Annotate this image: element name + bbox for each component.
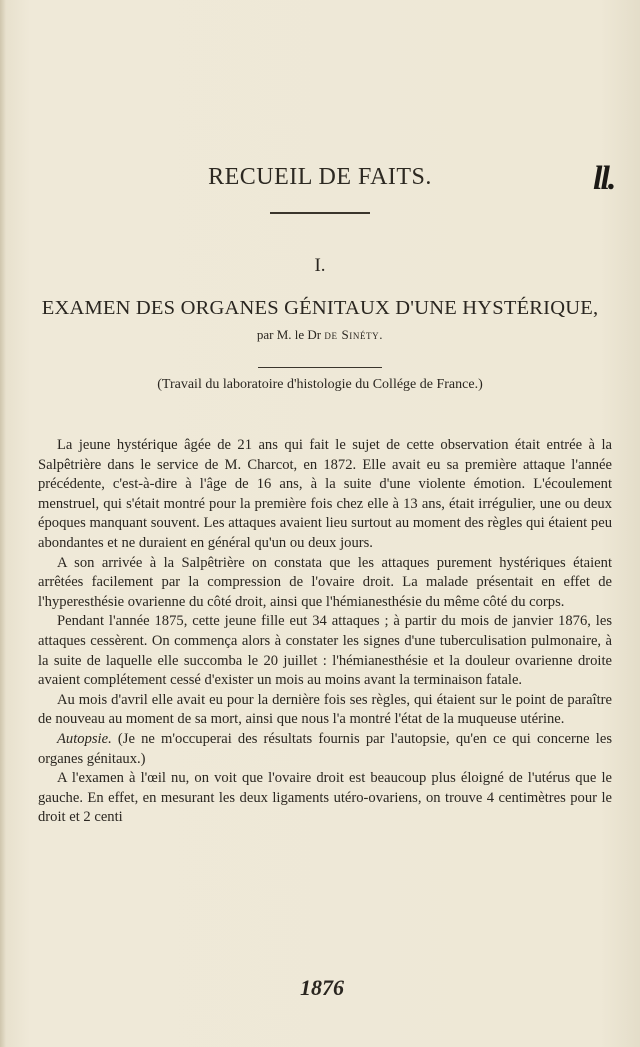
- paragraph: Pendant l'année 1875, cette jeune fille eut 34 attaques ; à partir du mois de janvier 1876, les attaques cessèrent. On commença alors à constater les signes d'une tuberculisation pulmonaire, à la suite de laquelle elle succomba le 20 juillet : l'hémianesthésie et la douleur ovarienne droite avaient complétement cessé d'exister un mois au moins avant la terminaison fatale.: [38, 613, 612, 689]
- paragraph: Au mois d'avril elle avait eu pour la dernière fois ses règles, qui étaient sur le point de paraître de nouveau au moment de sa mort, ainsi que nous l'a montré l'état de la muqueuse utérine.: [38, 691, 612, 728]
- handwritten-mark: ll.: [593, 160, 615, 197]
- byline-prefix: par M. le Dr: [256, 327, 322, 342]
- article-body: [38, 436, 612, 828]
- author-byline: [0, 327, 640, 343]
- divider-rule: [258, 367, 382, 368]
- handwritten-folio: 1876: [300, 975, 344, 1000]
- running-title: RECUEIL DE FAITS.: [208, 164, 432, 190]
- page-edge-shadow: [0, 0, 6, 1047]
- author-name: de Sinéty.: [324, 327, 384, 342]
- autopsy-paragraph: [38, 730, 612, 769]
- autopsy-text: (Je ne m'occuperai des résultats fournis par l'autopsie, qu'en ce qui concerne les organes génitaux.): [38, 730, 612, 767]
- laboratory-note: (Travail du laboratoire d'histologie du Collége de France.): [157, 377, 483, 392]
- paragraph: La jeune hystérique âgée de 21 ans qui fait le sujet de cette observation était entrée à la Salpêtrière dans le service de M. Charcot, en 1872. Elle avait eu sa première attaque l'année précédente, c'est-à-dire à l'âge de 16 ans, à la suite d'une violente émotion. L'écoulement menstruel, qui s'était montré pour la première fois chez elle à 13 ans, était irrégulier, une ou deux époques manquant souvent. Les attaques avaient lieu surtout au moment des règles qui étaient peu abondantes et ne duraient en général qu'un ou deux jours.: [38, 437, 612, 551]
- divider-rule: [270, 212, 370, 214]
- paragraph: A l'examen à l'œil nu, on voit que l'ovaire droit est beaucoup plus éloigné de l'utérus que le gauche. En effet, en mesurant les deux ligaments utéro-ovariens, on trouve 4 centimètres pour le droit et 2 centi: [38, 770, 612, 826]
- section-number: I.: [314, 255, 326, 276]
- paragraph: A son arrivée à la Salpêtrière on constata que les attaques purement hystériques étaient arrêtées facilement par la compression de l'ovaire droit. La malade présentait en effet de l'hyperesthésie ovarienne du côté droit, ainsi que l'hémianesthésie du même côté du corps.: [38, 554, 612, 610]
- article-title: EXAMEN DES ORGANES GÉNITAUX D'UNE HYSTÉRIQUE,: [41, 297, 599, 319]
- autopsy-label: Autopsie.: [57, 730, 112, 747]
